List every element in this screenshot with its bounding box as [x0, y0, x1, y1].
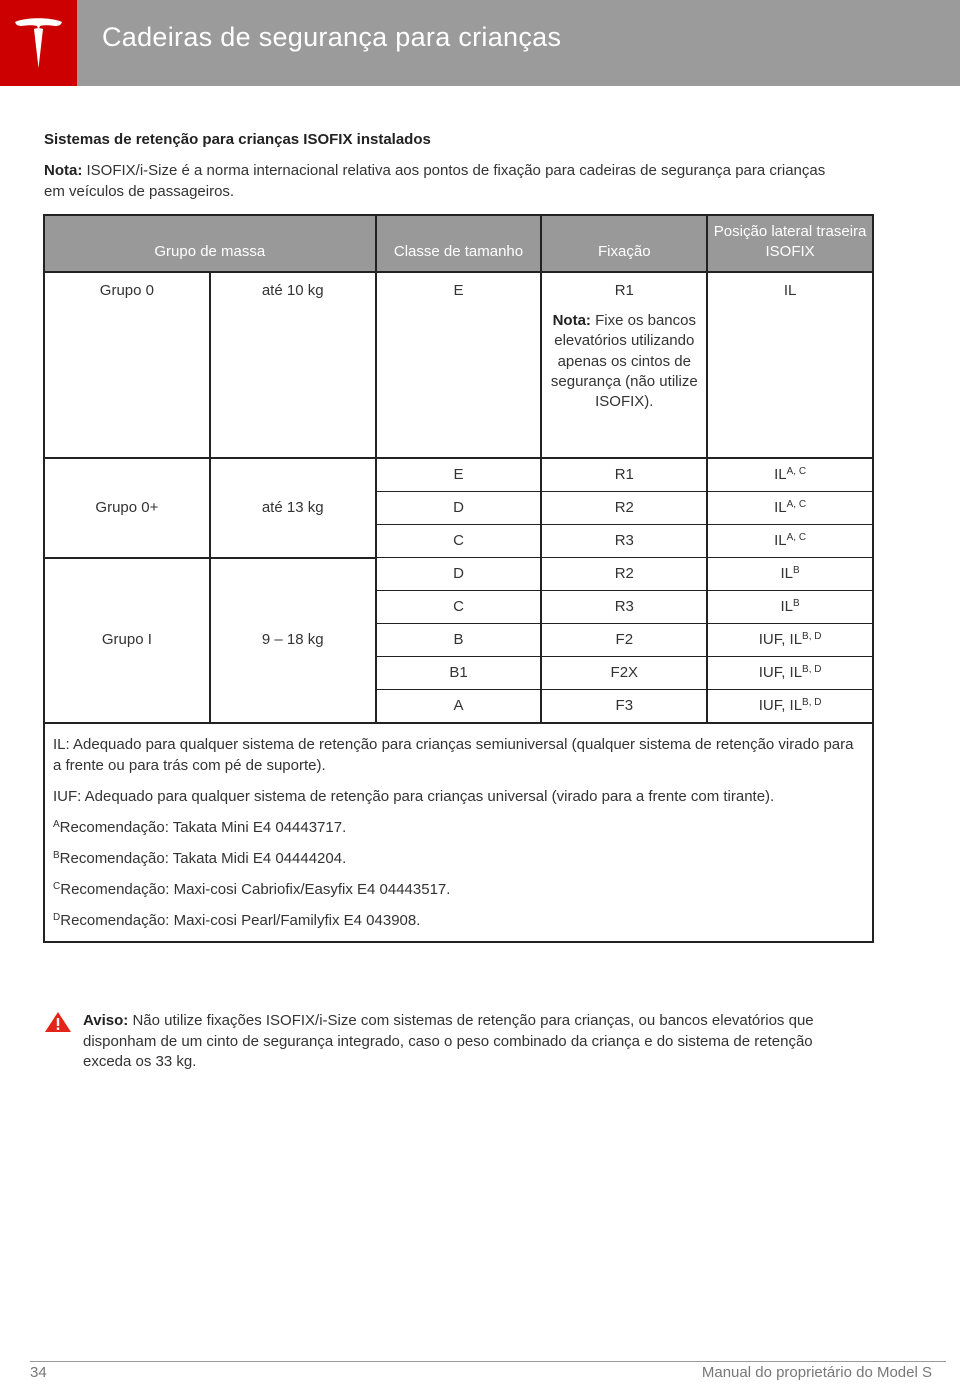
footnotes-cell — [44, 723, 873, 942]
footnote-d — [53, 910, 862, 931]
position-sup: B — [793, 598, 800, 609]
fixture-cell: R3 — [541, 525, 707, 558]
position-value: IL — [780, 598, 794, 615]
footnote-d-text: Recomendação: Maxi-cosi Pearl/Familyfix E4 043908. — [60, 912, 421, 929]
page-number: 34 — [30, 1364, 47, 1381]
footnote-c — [53, 879, 862, 900]
position-sup: A, C — [786, 532, 807, 543]
fixture-cell — [541, 272, 707, 458]
fixture-cell: F3 — [541, 690, 707, 724]
position-cell: IL — [707, 272, 873, 458]
position-value: IUF, IL — [758, 664, 803, 681]
position-sup: B, D — [802, 697, 822, 708]
position-value: IUF, IL — [758, 631, 803, 648]
footer-divider — [30, 1361, 946, 1362]
position-cell — [707, 657, 873, 690]
size-class-cell: A — [376, 690, 542, 724]
footnote-c-text: Recomendação: Maxi-cosi Cabriofix/Easyfix E4 04443517. — [60, 881, 451, 898]
logo-box — [0, 0, 77, 86]
footnote-d-sup: D — [53, 912, 61, 923]
warning-block — [44, 1011, 864, 1073]
position-sup: B, D — [802, 664, 822, 675]
section-title: Sistemas de retenção para crianças ISOFIX instalados — [44, 131, 431, 148]
position-value: IL — [774, 466, 787, 483]
size-class-cell: D — [376, 492, 542, 525]
note-label: Nota: — [44, 162, 83, 179]
header-rear-position: Posição lateral traseira ISOFIX — [707, 215, 873, 272]
fixture-cell: R1 — [541, 458, 707, 492]
weight-cell: até 13 kg — [210, 458, 376, 558]
weight-cell: 9 – 18 kg — [210, 558, 376, 724]
fixture-cell: F2 — [541, 624, 707, 657]
fixture-value: R1 — [614, 282, 634, 299]
footnote-b-sup: B — [53, 850, 60, 861]
footnote-iuf: IUF: Adequado para qualquer sistema de retenção para crianças universal (virado para a frente com tirante). — [53, 788, 775, 805]
warning-text: Não utilize fixações ISOFIX/i-Size com sistemas de retenção para crianças, ou bancos elevatórios que disponham de um cinto de segurança integrado, caso o peso combinado da criança e do sistema de retenção exceda os 33 kg. — [83, 1012, 814, 1070]
position-sup: B — [793, 565, 800, 576]
footnote-a-text: Recomendação: Takata Mini E4 04443717. — [59, 819, 347, 836]
fixture-note-text: Fixe os bancos elevatórios utilizando apenas os cintos de segurança (não utilize ISOFIX). — [550, 312, 698, 411]
size-class-cell: C — [376, 591, 542, 624]
size-class-cell: B1 — [376, 657, 542, 690]
fixture-cell: R2 — [541, 492, 707, 525]
position-cell — [707, 558, 873, 591]
header-size-class: Classe de tamanho — [376, 215, 542, 272]
table-row — [44, 272, 873, 458]
footnote-c-sup: C — [53, 881, 61, 892]
position-sup: B, D — [802, 631, 822, 642]
tesla-logo-icon — [13, 16, 64, 70]
position-value: IL — [774, 499, 787, 516]
position-cell — [707, 690, 873, 724]
footnote-b — [53, 848, 862, 869]
position-value: IL — [780, 565, 794, 582]
group-cell: Grupo 0+ — [44, 458, 210, 558]
position-sup: A, C — [786, 499, 807, 510]
page-title: Cadeiras de segurança para crianças — [102, 22, 562, 52]
position-value: IUF, IL — [758, 697, 803, 714]
isofix-table — [43, 214, 874, 943]
size-class-cell: E — [376, 272, 542, 458]
table-header-row — [44, 215, 873, 272]
size-class-cell: D — [376, 558, 542, 591]
footnote-a — [53, 817, 862, 838]
position-cell — [707, 458, 873, 492]
header-mass-group: Grupo de massa — [44, 215, 376, 272]
footnote-il: IL: Adequado para qualquer sistema de retenção para crianças semiuniversal (qualquer sistema de retenção virado para a frente ou para trás com pé de suporte). — [53, 736, 854, 774]
fixture-cell: F2X — [541, 657, 707, 690]
fixture-cell: R2 — [541, 558, 707, 591]
position-cell — [707, 492, 873, 525]
table-row — [44, 458, 873, 492]
position-sup: A, C — [786, 466, 807, 477]
footnotes-row — [44, 723, 873, 942]
position-cell — [707, 591, 873, 624]
position-cell — [707, 525, 873, 558]
fixture-note — [546, 311, 702, 412]
footnote-b-text: Recomendação: Takata Midi E4 04444204. — [59, 850, 347, 867]
manual-title: Manual do proprietário do Model S — [701, 1364, 932, 1381]
size-class-cell: B — [376, 624, 542, 657]
fixture-cell: R3 — [541, 591, 707, 624]
fixture-note-label: Nota: — [552, 312, 591, 329]
page-header — [0, 0, 960, 86]
position-value: IL — [774, 532, 787, 549]
group-cell: Grupo 0 — [44, 272, 210, 458]
footnote-a-sup: A — [53, 819, 60, 830]
table-row — [44, 558, 873, 591]
weight-cell: até 10 kg — [210, 272, 376, 458]
size-class-cell: E — [376, 458, 542, 492]
warning-triangle-icon — [44, 1011, 72, 1033]
warning-text-block — [83, 1011, 864, 1073]
group-cell: Grupo I — [44, 558, 210, 724]
isofix-note — [44, 160, 844, 202]
note-text: ISOFIX/i-Size é a norma internacional relativa aos pontos de fixação para cadeiras de segurança para crianças em veículos de passageiros. — [44, 162, 826, 200]
header-fixture: Fixação — [541, 215, 707, 272]
size-class-cell: C — [376, 525, 542, 558]
position-cell — [707, 624, 873, 657]
warning-label: Aviso: — [83, 1012, 129, 1029]
